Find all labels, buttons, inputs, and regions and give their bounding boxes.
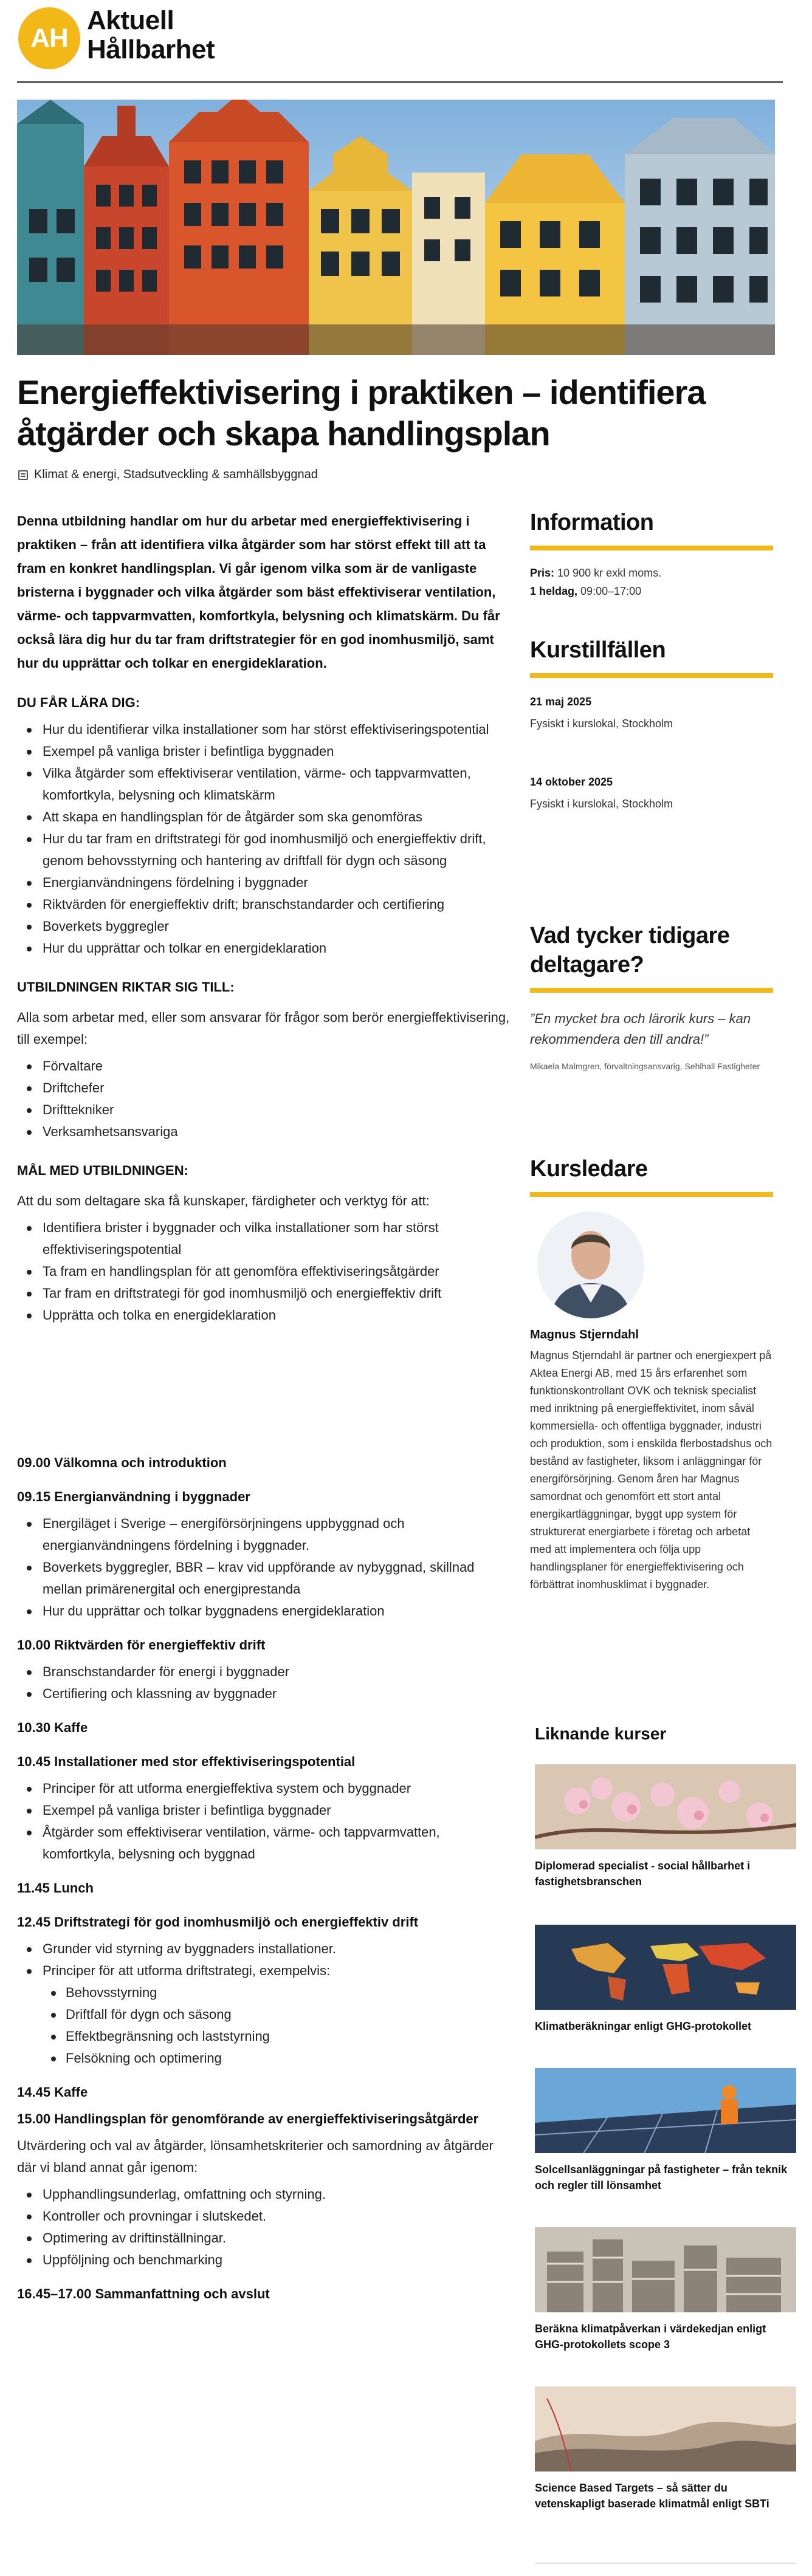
- logo-line-2: Hållbarhet: [87, 35, 215, 64]
- logo-text[interactable]: [87, 6, 215, 64]
- similar-heading: Liknande kurser: [535, 1724, 667, 1743]
- course-thumbnail: [535, 2227, 796, 2312]
- sidebar-divider: [535, 2563, 796, 2564]
- similar-course-card[interactable]: [535, 2386, 796, 2512]
- page-title: Energieffektivisering i praktiken – identifiera åtgärder och skapa handlingsplan: [17, 373, 706, 453]
- list-item: Exempel på vanliga brister i befintliga byggnaden: [17, 741, 511, 762]
- price-value: 10 900 kr exkl moms.: [557, 567, 662, 579]
- course-thumbnail: [535, 2068, 796, 2153]
- misty-forest-image: [535, 2386, 796, 2472]
- instructor-bio: Magnus Stjerndahl är partner och energiexpert på Aktea Energi AB, med 15 års erfarenhet som funktionskontrollant OVK och teknisk specialist med inriktning på energieffektivitet, inom såväl kommersiella- och offentliga byggnader, industri och produktion, som i enskilda flerbostadshus och bestånd av fastigheter, liksom i anläggningar för energiförsörjning. Genom åren har Magnus samordnat och genomfört ett stort antal energikartläggningar, byggt upp system för strukturerat energiarbete i företag och arbetat med att implementera och följa upp handlingsplaner för energieffektivisering och förbättrat inomhusklimat i byggnader.: [530, 1349, 772, 1591]
- category-icon: [18, 470, 28, 480]
- list-subitem: Behovsstyrning: [17, 1982, 511, 2004]
- schedule-paragraph: Utvärdering och val av åtgärder, lönsamhetskriterier och samordning av åtgärder där vi bland annat går igenom:: [17, 2138, 494, 2175]
- list-item: Energianvändningens fördelning i byggnader: [17, 872, 511, 894]
- schedule-list: [17, 2184, 511, 2271]
- schedule-item: 12.45 Driftstrategi för god inomhusmiljö och energieffektiv drift: [17, 1914, 419, 1930]
- site-header: [17, 0, 783, 83]
- list-item: Tar fram en driftstrategi för god inomhusmiljö och energieffektiv drift: [17, 1283, 511, 1304]
- audience-intro: Alla som arbetar med, eller som ansvarar för frågor som berör energieffektivisering, till exempel:: [17, 1010, 510, 1047]
- list-item: Hur du upprättar och tolkar byggnadens energideklaration: [17, 1600, 511, 1622]
- duration-line: [530, 582, 773, 600]
- goals-list: [17, 1217, 511, 1326]
- instructor-heading: Kursledare: [530, 1156, 648, 1182]
- list-item: Optimering av driftinställningar.: [17, 2227, 511, 2249]
- occasions-heading: Kurstillfällen: [530, 637, 666, 663]
- course-title[interactable]: Klimatberäkningar enligt GHG-protokollet: [535, 2020, 752, 2032]
- instructor-avatar: [537, 1211, 644, 1318]
- occasions-panel: [530, 635, 773, 813]
- list-item: Boverkets byggregler: [17, 916, 511, 937]
- list-item: Verksamhetsansvariga: [17, 1121, 511, 1143]
- list-item: Boverkets byggregler, BBR – krav vid uppförande av nybyggnad, skillnad mellan primärenergital och energiprestanda: [17, 1557, 511, 1600]
- course-thumbnail: [535, 2386, 796, 2472]
- list-item: Drifttekniker: [17, 1099, 511, 1121]
- list-item: Vilka åtgärder som effektiviserar ventilation, värme- och tappvarmvatten, komfortkyla, belysning och klimatskärm: [17, 762, 511, 806]
- duration-label: 1 heldag,: [530, 585, 578, 597]
- list-subitem: Effektbegränsning och laststyrning: [17, 2026, 511, 2047]
- list-item: Identifiera brister i byggnader och vilka installationer som har störst effektiviseringspotential: [17, 1217, 511, 1261]
- course-schedule: [17, 1452, 511, 2305]
- schedule-list: [17, 1938, 511, 2069]
- similar-course-card[interactable]: [535, 1764, 796, 1889]
- list-item: Upphandlingsunderlag, omfattning och styrning.: [17, 2184, 511, 2205]
- lead-paragraph: Denna utbildning handlar om hur du arbetar med energieffektivisering i praktiken – från att identifiera vilka åtgärder som har störst effekt till att ta fram en konkret handlingsplan. Vi går igenom vilka som är de vanligaste bristerna i byggnader och vilka åtgärder som bäst effektiviserar ventilation, värme- och tappvarmvatten, komfortkyla, belysning och klimatskärm. Du får också lära dig hur du tar fram driftstrategier för en god inomhusmiljö, samt hur du upprättar och tolkar en energideklaration.: [17, 513, 500, 671]
- course-thumbnail: [535, 1925, 796, 2010]
- info-panel: [530, 508, 773, 600]
- schedule-item: 09.00 Välkomna och introduktion: [17, 1455, 227, 1470]
- list-item: Exempel på vanliga brister i befintliga byggnader: [17, 1800, 511, 1821]
- course-title[interactable]: Beräkna klimatpåverkan i värdekedjan enligt GHG-protokollets scope 3: [535, 2323, 766, 2351]
- occasion-date: 14 oktober 2025: [530, 776, 613, 788]
- heading-underline: [530, 988, 773, 993]
- course-title[interactable]: Science Based Targets – så sätter du vetenskapligt baserade klimatmål enligt SBTi: [535, 2482, 769, 2510]
- list-item: Att skapa en handlingsplan för de åtgärder som ska genomföras: [17, 806, 511, 828]
- course-title[interactable]: Solcellsanläggningar på fastigheter – från teknik och regler till lönsamhet: [535, 2163, 788, 2191]
- schedule-item: 15.00 Handlingsplan för genomförande av energieffektiviseringsåtgärder: [17, 2111, 479, 2126]
- list-subitem: Felsökning och optimering: [17, 2047, 511, 2069]
- time-value: 09:00–17:00: [580, 585, 642, 597]
- instructor-name: Magnus Stjerndahl: [530, 1328, 639, 1341]
- list-item: Hur du identifierar vilka installationer som har störst effektiviseringspotential: [17, 719, 511, 741]
- solar-panels-image: [535, 2068, 796, 2153]
- similar-course-card[interactable]: [535, 1925, 796, 2034]
- occasion-date: 21 maj 2025: [530, 696, 592, 708]
- schedule-item: 11.45 Lunch: [17, 1880, 94, 1896]
- list-item: Riktvärden för energieffektiv drift; branschstandarder och certifiering: [17, 894, 511, 916]
- stacked-books-image: [535, 2227, 796, 2312]
- instructor-panel: [530, 1154, 773, 1594]
- schedule-list: [17, 1513, 511, 1622]
- occasion-place: Fysiskt i kurslokal, Stockholm: [530, 718, 673, 730]
- list-item: Driftchefer: [17, 1077, 511, 1099]
- schedule-item: 09.15 Energianvändning i byggnader: [17, 1489, 250, 1504]
- list-item: Certifiering och klassning av byggnader: [17, 1683, 511, 1705]
- testimonial-panel: [530, 921, 773, 1073]
- course-thumbnail: [535, 1764, 796, 1849]
- list-item: Principer för att utforma energieffektiva system och byggnader: [17, 1778, 511, 1800]
- occasion-item[interactable]: [530, 693, 773, 733]
- logo-badge[interactable]: AH: [18, 7, 80, 69]
- avatar-portrait-icon: [537, 1211, 644, 1318]
- similar-course-card[interactable]: [535, 2068, 796, 2193]
- cherry-blossom-image: [535, 1764, 796, 1849]
- list-item: Kontroller och provningar i slutskedet.: [17, 2205, 511, 2227]
- list-item: Branschstandarder för energi i byggnader: [17, 1661, 511, 1683]
- list-item: Åtgärder som effektiviserar ventilation, värme- och tappvarmvatten, komfortkyla, belysning och byggnad: [17, 1821, 511, 1865]
- category-list: [18, 468, 318, 482]
- heading-underline: [530, 546, 773, 550]
- occasion-item[interactable]: [530, 773, 773, 813]
- list-item: Principer för att utforma driftstrategi, exempelvis:: [17, 1960, 511, 1982]
- learn-list: [17, 719, 511, 959]
- list-item: Hur du upprättar och tolkar en energideklaration: [17, 937, 511, 959]
- schedule-item: 14.45 Kaffe: [17, 2084, 88, 2100]
- list-item: Hur du tar fram en driftstrategi för god inomhusmiljö och energieffektiv drift, genom behovsstyrning och hantering av driftfall för dygn och säsong: [17, 828, 511, 872]
- goals-heading: MÅL MED UTBILDNINGEN:: [17, 1163, 188, 1178]
- schedule-item: 10.00 Riktvärden för energieffektiv drift: [17, 1637, 266, 1653]
- testimonial-quote: ”En mycket bra och lärorik kurs – kan rekommendera den till andra!”: [530, 1011, 751, 1047]
- info-heading: Information: [530, 510, 654, 535]
- testimonial-heading: Vad tycker tidigare deltagare?: [530, 923, 730, 978]
- list-item: Energiläget i Sverige – energiförsörjningens uppbyggnad och energianvändningens fördelning i byggnader.: [17, 1513, 511, 1557]
- hero-buildings-illustration: [17, 100, 775, 355]
- schedule-item: 10.30 Kaffe: [17, 1720, 88, 1735]
- schedule-item: 16.45–17.00 Sammanfattning och avslut: [17, 2286, 270, 2301]
- schedule-list: [17, 1778, 511, 1865]
- world-map-image: [535, 1925, 796, 2010]
- list-item: Upprätta och tolka en energideklaration: [17, 1304, 511, 1326]
- list-item: Förvaltare: [17, 1055, 511, 1077]
- hero-image: [17, 100, 775, 355]
- course-title[interactable]: Diplomerad specialist - social hållbarhet i fastighetsbranschen: [535, 1860, 751, 1888]
- audience-list: [17, 1055, 511, 1143]
- list-item: Uppföljning och benchmarking: [17, 2249, 511, 2271]
- heading-underline: [530, 673, 773, 678]
- similar-course-card[interactable]: [535, 2227, 796, 2352]
- course-description: [17, 509, 511, 1326]
- list-subitem: Driftfall för dygn och säsong: [17, 2004, 511, 2026]
- schedule-list: [17, 1661, 511, 1705]
- testimonial-author: Mikaela Malmgren, förvaltningsansvarig, Sehlhall Fastigheter: [530, 1061, 760, 1071]
- category-links[interactable]: Klimat & energi, Stadsutveckling & samhällsbyggnad: [34, 468, 318, 481]
- price-label: Pris:: [530, 567, 555, 579]
- learn-heading: DU FÅR LÄRA DIG:: [17, 695, 140, 710]
- heading-underline: [530, 1192, 773, 1197]
- goals-intro: Att du som deltagare ska få kunskaper, färdigheter och verktyg för att:: [17, 1193, 430, 1208]
- list-item: Ta fram en handlingsplan för att genomföra effektiviseringsåtgärder: [17, 1261, 511, 1283]
- list-item: Grunder vid styrning av byggnaders installationer.: [17, 1938, 511, 1960]
- schedule-item: 10.45 Installationer med stor effektiviseringspotential: [17, 1754, 356, 1769]
- price-line: [530, 564, 773, 582]
- audience-heading: UTBILDNINGEN RIKTAR SIG TILL:: [17, 979, 235, 995]
- occasion-place: Fysiskt i kurslokal, Stockholm: [530, 798, 673, 810]
- logo-line-1: Aktuell: [87, 5, 174, 35]
